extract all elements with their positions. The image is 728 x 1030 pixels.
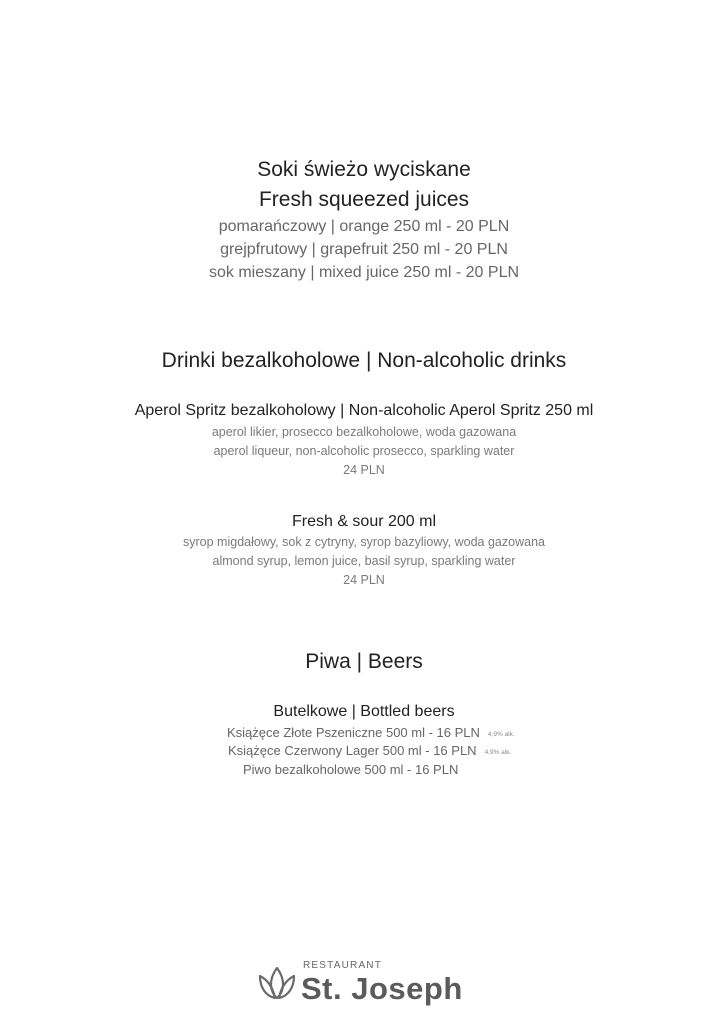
drink-desc-en: almond syrup, lemon juice, basil syrup, sparkling water [212,554,516,568]
bottled-beers-subtitle: Butelkowe | Bottled beers [273,703,455,720]
leaf-logo-icon [256,962,298,1002]
drink-price: 24 PLN [343,463,385,477]
juices-title-en: Fresh squeezed juices [258,188,470,211]
restaurant-logo [256,958,486,1010]
drink-desc-en: aperol liqueur, non-alcoholic prosecco, sparkling water [213,444,515,458]
juices-title-pl: Soki świeżo wyciskane [257,158,471,181]
drink-name: Aperol Spritz bezalkoholowy | Non-alcoholic Aperol Spritz 250 ml [134,402,594,419]
beer-alcohol: 4,9% alk. [487,731,515,738]
beer-alcohol: 4,9% alk. [484,749,512,756]
drink-desc-pl: syrop migdałowy, sok z cytryny, syrop bazyliowy, woda gazowana [183,535,545,549]
beer-name: Piwo bezalkoholowe 500 ml - 16 PLN [243,762,459,777]
logo-name: St. Joseph [301,971,463,1006]
non-alcoholic-title: Drinki bezalkoholowe | Non-alcoholic drinks [161,349,567,372]
drink-price: 24 PLN [343,573,385,587]
drink-name: Fresh & sour 200 ml [291,513,437,530]
juice-item: grejpfrutowy | grapefruit 250 ml - 20 PLN [220,241,508,258]
beer-name: Książęce Czerwony Lager 500 ml - 16 PLN [228,743,477,758]
beer-name: Książęce Złote Pszeniczne 500 ml - 16 PLN [227,725,480,740]
juice-item: pomarańczowy | orange 250 ml - 20 PLN [218,218,510,235]
beer-item [243,760,458,780]
drink-desc-pl: aperol likier, prosecco bezalkoholowe, woda gazowana [211,425,517,439]
logo-restaurant-label: RESTAURANT [303,960,383,971]
beers-title: Piwa | Beers [305,650,423,673]
juice-item: sok mieszany | mixed juice 250 ml - 20 PLN [208,264,520,281]
